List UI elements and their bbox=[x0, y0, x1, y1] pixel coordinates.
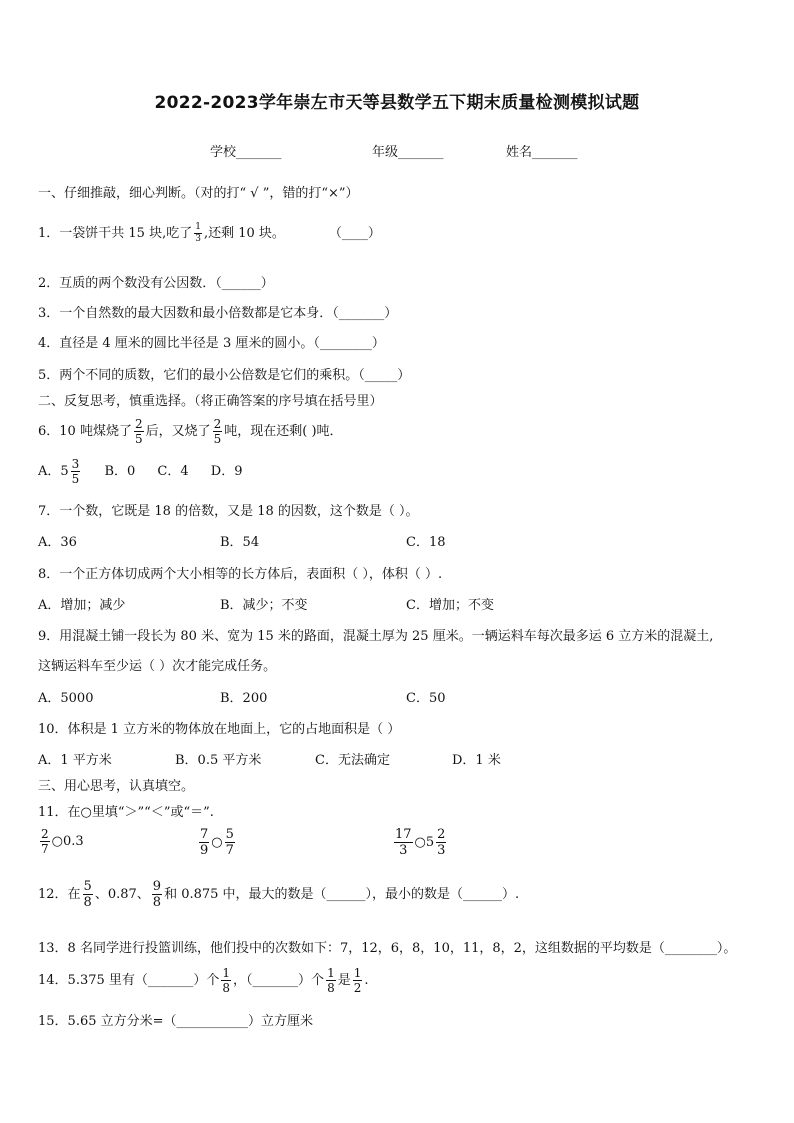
q7-option-c: C．18 bbox=[406, 535, 446, 550]
question-9-line-1: 9．用混凝土铺一段长为 80 米、宽为 15 米的路面，混凝土厚为 25 厘米。一辆运料车每次最多运 6 立方米的混凝土, bbox=[38, 629, 714, 644]
question-1 bbox=[38, 222, 381, 244]
q9-option-c: C．50 bbox=[406, 691, 446, 706]
grade-field bbox=[372, 141, 444, 160]
q1-text-a: 1．一袋饼干共 15 块,吃了 bbox=[38, 226, 193, 241]
q14-fraction-1: $\frac{1}{8}$ bbox=[222, 966, 231, 995]
q6-option-a: A．5 $\frac{3}{5}$ bbox=[38, 457, 80, 486]
q6-option-b: B．0 bbox=[104, 464, 136, 479]
q7-option-a: A．36 bbox=[38, 535, 77, 550]
question-7: 7．一个数，它既是 18 的倍数，又是 18 的因数，这个数是（ ）。 bbox=[38, 504, 419, 519]
q6-fraction-2: $\frac{2}{5}$ bbox=[213, 417, 222, 446]
q11-item-1: $\frac{2}{7}$ ○0.3 bbox=[41, 827, 84, 856]
q1-text-b: ,还剩 10 块。 bbox=[203, 226, 285, 241]
q6-option-a-fraction: $\frac{3}{5}$ bbox=[71, 457, 80, 486]
name-label: 姓名 bbox=[506, 145, 533, 160]
section2-heading: 二、反复思考，慎重选择。（将正确答案的序号填在括号里） bbox=[38, 394, 383, 409]
school-field bbox=[210, 141, 282, 160]
q6-option-c: C．4 bbox=[157, 464, 189, 479]
name-field bbox=[506, 141, 578, 160]
page-title: 2022-2023学年崇左市天等县数学五下期末质量检测模拟试题 bbox=[154, 93, 640, 113]
q14-fraction-3: $\frac{1}{2}$ bbox=[353, 966, 362, 995]
question-2: 2．互质的两个数没有公因数．（______） bbox=[38, 276, 274, 291]
question-9-line-2: 这辆运料车至少运（ ）次才能完成任务。 bbox=[38, 659, 277, 674]
q9-option-a: A．5000 bbox=[38, 691, 94, 706]
q12-fraction-2: $\frac{9}{8}$ bbox=[152, 879, 162, 910]
q11-item-2-fraction-1: $\frac{7}{9}$ bbox=[200, 827, 209, 858]
q11-item-3-fraction-2: $\frac{2}{3}$ bbox=[437, 827, 446, 858]
q11-item-1-fraction: $\frac{2}{7}$ bbox=[41, 827, 49, 856]
question-14: 14．5.375 里有（_______）个 $\frac{1}{8}$ ，（_______）个 $\frac{1}{8}$ 是 $\frac{1}{2}$ . bbox=[38, 966, 369, 995]
section1-heading: 一、仔细推敲，细心判断。（对的打“ √ ”，错的打“×”） bbox=[38, 186, 359, 201]
q10-option-b: B．0.5 平方米 bbox=[175, 753, 262, 768]
q6-option-d: D．9 bbox=[210, 464, 243, 479]
school-label: 学校 bbox=[210, 145, 237, 160]
q10-option-a: A．1 平方米 bbox=[38, 753, 112, 768]
question-13: 13．8 名同学进行投篮训练，他们投中的次数如下：7，12，6，8，10，11，8，2，这组数据的平均数是（________）。 bbox=[38, 941, 737, 956]
q8-option-c: C．增加；不变 bbox=[406, 598, 494, 613]
question-6-options bbox=[38, 458, 242, 485]
q14-fraction-2: $\frac{1}{8}$ bbox=[327, 966, 335, 995]
question-12: 12．在 $\frac{5}{8}$ 、0.87、 $\frac{9}{8}$ 和 0.875 中，最大的数是（______），最小的数是（______）. bbox=[38, 879, 520, 910]
q11-item-2-fraction-2: $\frac{5}{7}$ bbox=[225, 827, 234, 858]
q8-option-b: B．减少；不变 bbox=[220, 598, 308, 613]
question-11: 11．在○里填“＞”“＜”或“＝”. bbox=[38, 805, 214, 820]
q7-option-b: B．54 bbox=[220, 535, 260, 550]
question-4: 4．直径是 4 厘米的圆比半径是 3 厘米的圆小。（________） bbox=[38, 336, 385, 351]
grade-blank: _______ bbox=[398, 145, 444, 160]
q1-answer-blank: （____） bbox=[328, 226, 381, 241]
question-5: 5．两个不同的质数，它们的最小公倍数是它们的乘积。（_____） bbox=[38, 368, 411, 383]
q11-item-2: $\frac{7}{9}$ ○ $\frac{5}{7}$ bbox=[200, 827, 234, 858]
question-8: 8．一个正方体切成两个大小相等的长方体后，表面积（ ），体积（ ）. bbox=[38, 567, 443, 582]
q12-fraction-1: $\frac{5}{8}$ bbox=[83, 879, 92, 910]
name-blank: _______ bbox=[532, 145, 578, 160]
q10-option-c: C．无法确定 bbox=[315, 753, 390, 768]
q1-fraction: $\frac{1}{3}$ bbox=[195, 222, 201, 244]
q10-option-d: D．1 米 bbox=[452, 753, 501, 768]
grade-label: 年级 bbox=[372, 145, 399, 160]
section3-heading: 三、用心思考，认真填空。 bbox=[38, 779, 195, 794]
q11-item-3: $\frac{17}{3}$ ○5 $\frac{2}{3}$ bbox=[395, 827, 446, 858]
q9-option-b: B．200 bbox=[220, 691, 268, 706]
question-10: 10．体积是 1 立方米的物体放在地面上，它的占地面积是（ ） bbox=[38, 722, 401, 737]
question-6: 6．10 吨煤烧了 $\frac{2}{5}$ 后，又烧了 $\frac{2}{5}$ 吨，现在还剩( )吨． bbox=[38, 417, 343, 446]
question-3: 3．一个自然数的最大因数和最小倍数都是它本身．（_______） bbox=[38, 306, 398, 321]
q8-option-a: A．增加；减少 bbox=[38, 598, 126, 613]
q6-fraction-1: $\frac{2}{5}$ bbox=[134, 417, 143, 446]
q11-item-3-fraction-1: $\frac{17}{3}$ bbox=[395, 827, 412, 858]
school-blank: _______ bbox=[236, 145, 282, 160]
question-15: 15．5.65 立方分米=（___________）立方厘米 bbox=[38, 1014, 314, 1029]
